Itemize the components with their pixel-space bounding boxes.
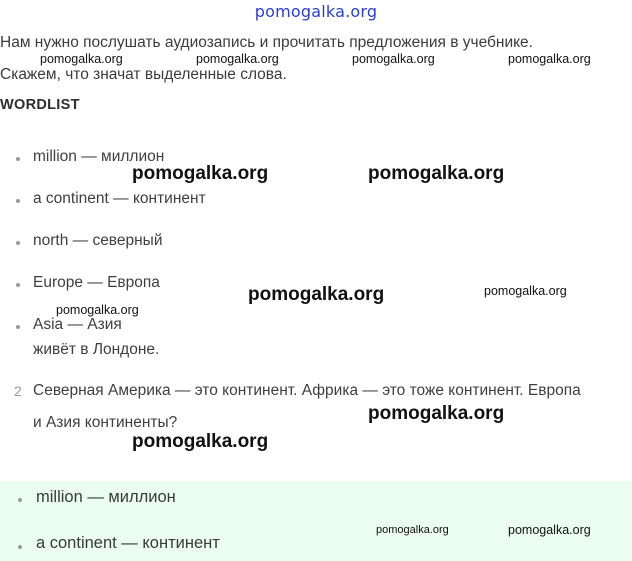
watermark: pomogalka.org <box>368 403 505 424</box>
watermark: pomogalka.org <box>132 163 269 184</box>
watermark: pomogalka.org <box>196 52 279 66</box>
list-item: million — миллион <box>33 148 165 165</box>
list-item: million — миллион <box>36 488 176 506</box>
exercise-line-1: Северная Америка — это континент. Африка — это тоже континент. Европа <box>33 382 581 399</box>
watermark: pomogalka.org <box>132 431 269 452</box>
watermark: pomogalka.org <box>376 524 449 536</box>
bullet-icon <box>16 283 20 287</box>
bullet-icon <box>16 325 20 329</box>
bullet-icon <box>16 241 20 245</box>
exercise-number: 2 <box>14 383 22 399</box>
exercise-line-2: и Азия континенты? <box>33 414 178 431</box>
bullet-icon <box>16 157 20 161</box>
watermark: pomogalka.org <box>368 163 505 184</box>
site-title[interactable]: pomogalka.org <box>254 2 378 21</box>
watermark: pomogalka.org <box>508 523 591 537</box>
list-item: north — северный <box>33 232 163 249</box>
watermark: pomogalka.org <box>40 52 123 66</box>
watermark: pomogalka.org <box>352 52 435 66</box>
bullet-icon <box>18 545 22 549</box>
sentence-fragment: живёт в Лондоне. <box>33 341 160 358</box>
watermark: pomogalka.org <box>248 284 385 305</box>
bullet-icon <box>16 199 20 203</box>
list-item: a continent — континент <box>36 534 220 552</box>
bullet-icon <box>18 498 22 502</box>
watermark: pomogalka.org <box>56 303 139 317</box>
list-item: Europe — Европа <box>33 274 160 291</box>
list-item: Asia — Азия <box>33 316 122 333</box>
watermark: pomogalka.org <box>484 284 567 298</box>
list-item: a continent — континент <box>33 190 206 207</box>
intro-line-2: Скажем, что значат выделенные слова. <box>0 66 287 83</box>
intro-line-1: Нам нужно послушать аудиозапись и прочитать предложения в учебнике. <box>0 34 533 51</box>
wordlist-heading: WORDLIST <box>0 97 80 113</box>
watermark: pomogalka.org <box>508 52 591 66</box>
